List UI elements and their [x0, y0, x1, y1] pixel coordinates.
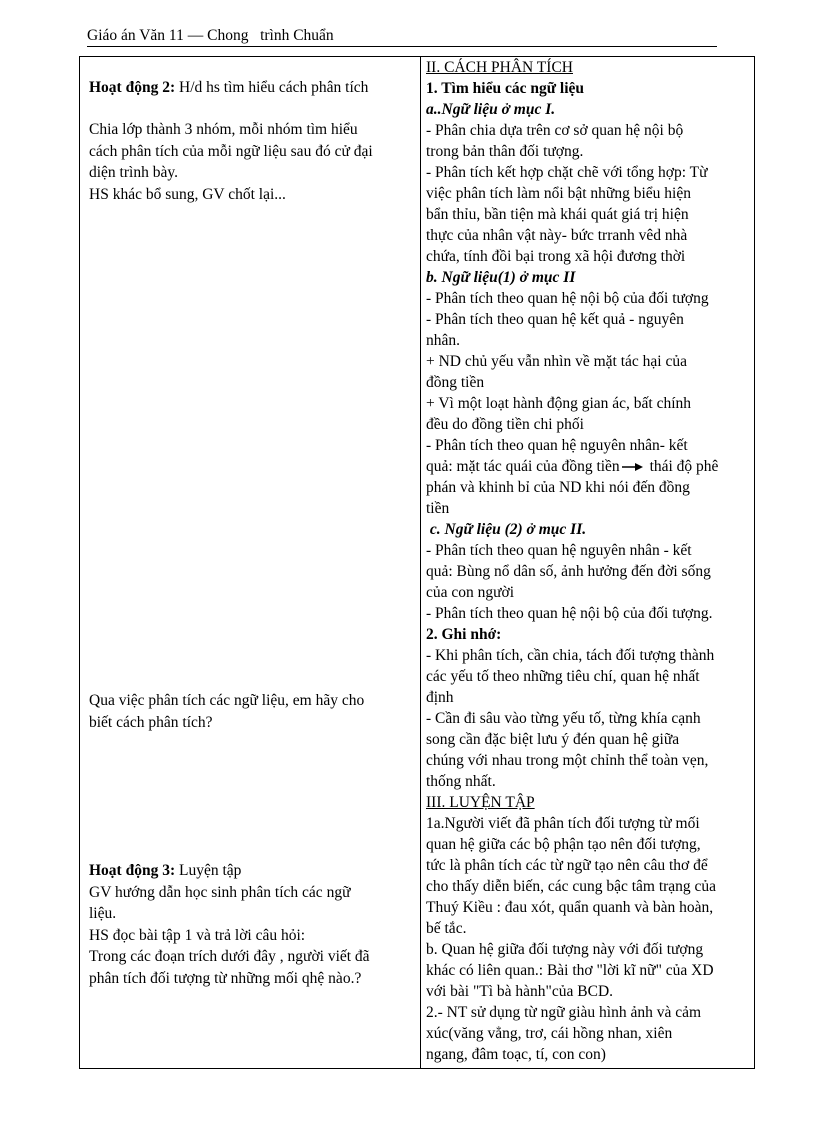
item-b-line: - Phân tích theo quan hệ nguyên nhân- kết: [426, 437, 688, 454]
item-b-line: phán và khinh bỉ của ND khi nói đến đồng: [426, 479, 690, 496]
memo-line: thống nhất.: [426, 773, 496, 790]
exercise-line: 1a.Người viết đã phân tích đối tượng từ mối: [426, 815, 700, 832]
item-a-line: trong bản thân đối tượng.: [426, 143, 584, 160]
right-arrow-icon: [622, 462, 644, 472]
exercise-line: b. Quan hệ giữa đối tượng này với đối tượng: [426, 941, 704, 958]
activity-3-label: Hoạt động 3:: [89, 862, 176, 879]
item-a-line: - Phân chia dựa trên cơ sở quan hệ nội bộ: [426, 122, 684, 139]
item-a-line: chứa, tính đồi bại trong xã hội đương thời: [426, 248, 686, 265]
group-line: cách phân tích của mỗi ngữ liệu sau đó cử đại: [89, 142, 373, 160]
exercise-line: ngang, đâm toạc, tí, con con): [426, 1046, 606, 1063]
activity-3-block: [89, 860, 415, 989]
item-a-line: bẩn thỉu, bần tiện mà khái quát giá trị hiện: [426, 206, 689, 223]
memo-line: song cần đặc biệt lưu ý đén quan hệ giữa: [426, 731, 680, 748]
section-3-title: III. LUYỆN TẬP: [426, 794, 535, 811]
group-line: diện trình bày.: [89, 164, 178, 181]
practice-line: liệu.: [89, 905, 117, 922]
page-header: [87, 27, 717, 47]
group-line: HS khác bổ sung, GV chốt lại...: [89, 185, 286, 203]
question-block: [89, 690, 415, 733]
item-c-title: c. Ngữ liệu (2) ở mục II.: [426, 521, 587, 538]
item-b-line: nhân.: [426, 332, 461, 349]
group-line: Chia lớp thành 3 nhóm, mỗi nhóm tìm hiểu: [89, 121, 358, 138]
item-a-line: việc phân tích làm nổi bật những biểu hiện: [426, 185, 691, 202]
item-c-line: của con người: [426, 584, 515, 601]
exercise-line: 2.- NT sử dụng từ ngữ giàu hình ảnh và cảm: [426, 1004, 702, 1021]
exercise-line: bế tắc.: [426, 920, 467, 937]
item-b-line: - Phân tích theo quan hệ kết quả - nguyên: [426, 311, 684, 328]
exercise-line: quan hệ giữa các bộ phận tạo nên đối tượng,: [426, 836, 701, 853]
arrow-line-before: quả: mặt tác quái của đồng tiền: [426, 458, 620, 475]
item-b-line: + ND chủ yếu vẫn nhìn về mặt tác hại của: [426, 353, 687, 370]
question-line: Qua việc phân tích các ngữ liệu, em hãy cho: [89, 692, 365, 709]
memo-line: - Cần đi sâu vào từng yếu tố, từng khía cạnh: [426, 710, 701, 727]
item-a-line: - Phân tích kết hợp chặt chẽ với tổng hợp: Từ: [426, 164, 708, 181]
group-work-block: [89, 119, 415, 205]
question-line: biết cách phân tích?: [89, 713, 213, 731]
item-c-line: quả: Bùng nổ dân số, ảnh hưởng đến đời sống: [426, 563, 711, 580]
header-title: Giáo án Văn 11 — Chong trình Chuẩn: [87, 27, 334, 44]
memo-line: các yếu tố theo những tiêu chí, quan hệ nhất: [426, 668, 700, 685]
item-b-title: b. Ngữ liệu(1) ở mục II: [426, 269, 576, 286]
item-a-title: a..Ngữ liệu ở mục I.: [426, 101, 556, 118]
activity-2-label: Hoạt động 2:: [89, 79, 176, 96]
activity-2-text: H/d hs tìm hiểu cách phân tích: [175, 79, 369, 96]
item-b-arrow-line: [426, 456, 751, 477]
practice-line: HS đọc bài tập 1 và trả lời câu hỏi:: [89, 926, 306, 944]
item-c-line: - Phân tích theo quan hệ nguyên nhân - kết: [426, 542, 692, 559]
exercise-line: cho thấy diễn biến, các cung bậc tâm trạng của: [426, 878, 717, 895]
section-2-title: II. CÁCH PHÂN TÍCH: [426, 59, 573, 76]
activity-2-block: [89, 77, 415, 99]
exercise-line: tức là phân tích các từ ngữ tạo nên câu thơ để: [426, 857, 708, 874]
memo-line: định: [426, 689, 454, 706]
memo-line: - Khi phân tích, cần chia, tách đối tượng thành: [426, 647, 715, 664]
memo-line: chúng với nhau trong một chỉnh thể toàn vẹn,: [426, 752, 709, 769]
lesson-table: [79, 56, 755, 1069]
practice-line: phân tích đối tượng từ những mối qhệ nào.?: [89, 969, 362, 987]
exercise-line: khác có liên quan.: Bài thơ "lời kĩ nữ" của XD: [426, 962, 714, 979]
exercise-line: xúc(văng vẳng, trơ, cái hồng nhan, xiên: [426, 1025, 673, 1042]
activity-3-text: Luyện tập: [175, 862, 242, 879]
left-column: [80, 57, 421, 1068]
subsection-2-title: 2. Ghi nhớ:: [426, 626, 502, 643]
subsection-1-title: 1. Tìm hiểu các ngữ liệu: [426, 80, 584, 97]
practice-line: GV hướng dẫn học sinh phân tích các ngữ: [89, 883, 351, 901]
arrow-line-after: thái độ phê: [645, 458, 719, 475]
right-column: [421, 57, 754, 1068]
item-b-line: tiền: [426, 500, 450, 517]
item-b-line: - Phân tích theo quan hệ nội bộ của đối tượng: [426, 290, 709, 307]
item-b-line: + Vì một loạt hành động gian ác, bất chính: [426, 395, 692, 412]
exercise-line: với bài "Tì bà hành"của BCD.: [426, 983, 614, 1000]
exercise-line: Thuý Kiều : đau xót, quẩn quanh và bàn hoàn,: [426, 899, 714, 916]
practice-line: Trong các đoạn trích dưới đây , người viết đã: [89, 948, 370, 965]
item-b-line: đồng tiền: [426, 374, 485, 391]
item-a-line: thực của nhân vật này- bức trranh vêd nhà: [426, 227, 688, 244]
item-b-line: đều do đồng tiền chi phối: [426, 416, 584, 433]
item-c-line: - Phân tích theo quan hệ nội bộ của đối tượng.: [426, 605, 713, 622]
